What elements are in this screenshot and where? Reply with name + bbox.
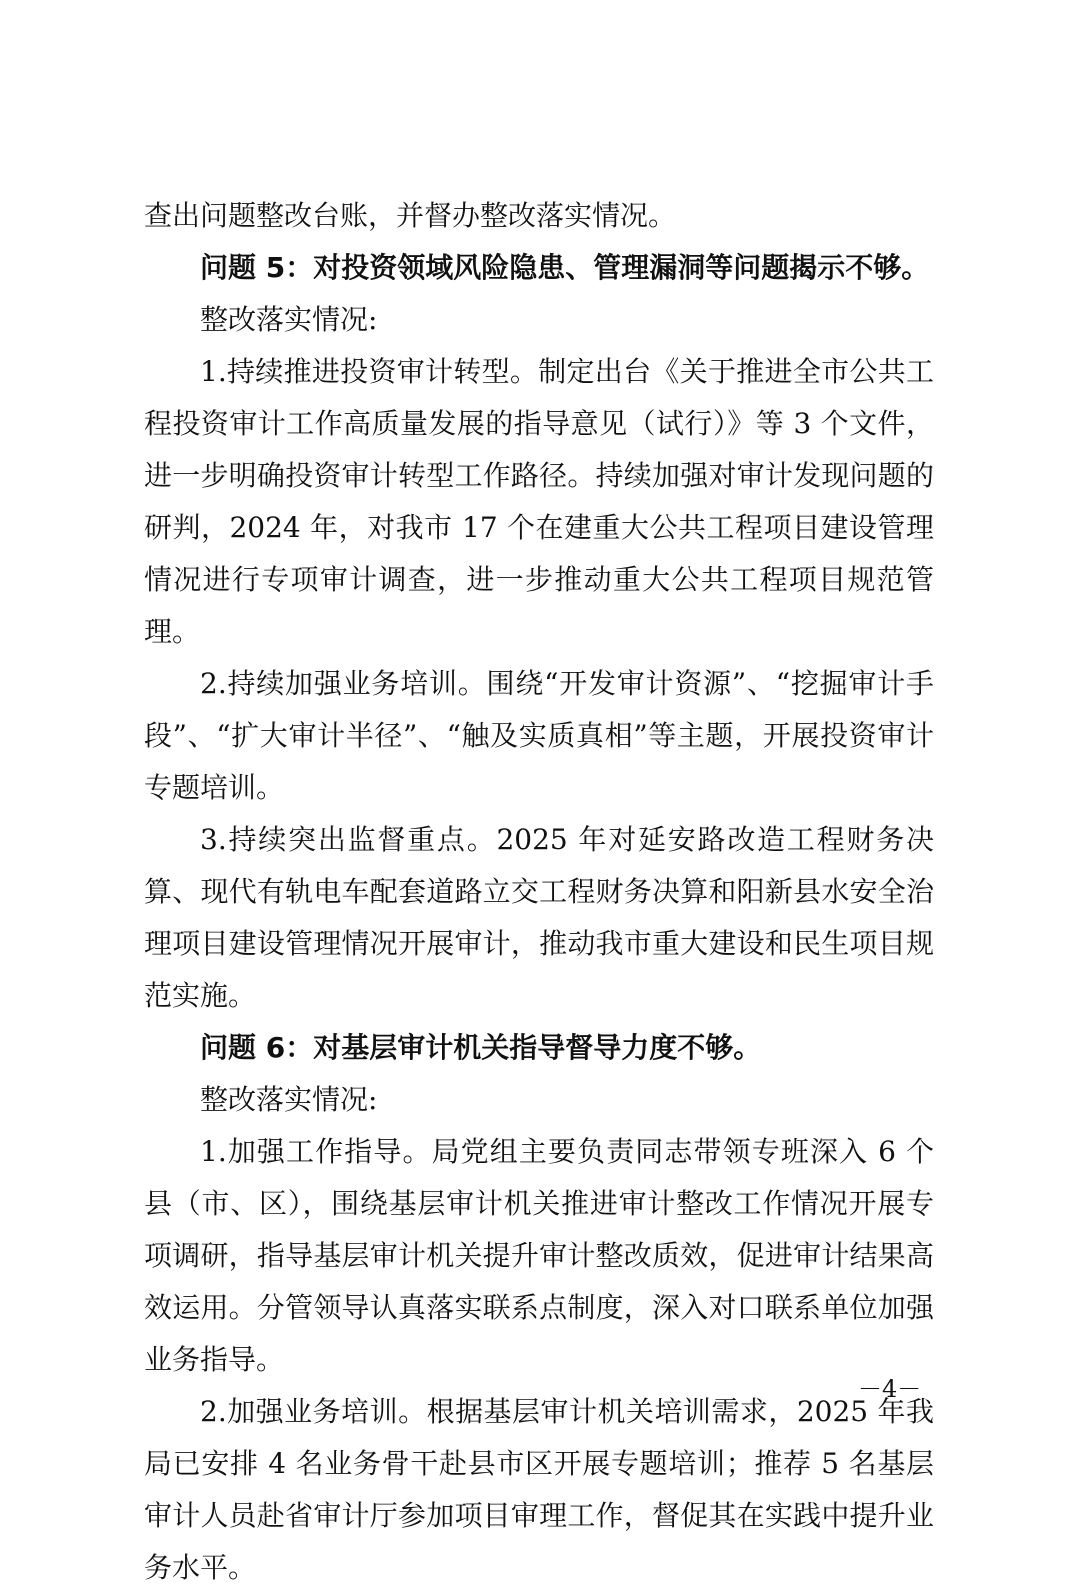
- rectification-label: 整改落实情况:: [200, 303, 378, 336]
- paragraph: 2.持续加强业务培训。围绕“开发审计资源”、“挖掘审计手段”、“扩大审计半径”、“触及实质真相”等主题，开展投资审计专题培训。: [144, 667, 934, 804]
- document-body: [144, 190, 934, 1594]
- paragraph: 查出问题整改台账，并督办整改落实情况。: [144, 199, 677, 232]
- rectification-label: 整改落实情况:: [200, 1083, 378, 1116]
- problem-6-heading: 问题 6：对基层审计机关指导督导力度不够。: [200, 1031, 762, 1064]
- paragraph: 1.加强工作指导。局党组主要负责同志带领专班深入 6 个县（市、区），围绕基层审计机关推进审计整改工作情况开展专项调研，指导基层审计机关提升审计整改质效，促进审计结果高效运用。分管领导认真落实联系点制度，深入对口联系单位加强业务指导。: [144, 1135, 934, 1376]
- paragraph: 3.持续突出监督重点。2025 年对延安路改造工程财务决算、现代有轨电车配套道路立交工程财务决算和阳新县水安全治理项目建设管理情况开展审计，推动我市重大建设和民生项目规范实施。: [144, 823, 934, 1012]
- paragraph: 2.加强业务培训。根据基层审计机关培训需求，2025 年我局已安排 4 名业务骨干赴县市区开展专题培训；推荐 5 名基层审计人员赴省审计厅参加项目审理工作，督促其在实践中提升业务水平。: [144, 1395, 934, 1584]
- page-number: －4－: [858, 1375, 922, 1403]
- problem-5-heading: 问题 5：对投资领域风险隐患、管理漏洞等问题揭示不够。: [200, 251, 930, 284]
- paragraph: 1.持续推进投资审计转型。制定出台《关于推进全市公共工程投资审计工作高质量发展的指导意见（试行）》等 3 个文件，进一步明确投资审计转型工作路径。持续加强对审计发现问题的研判，2024 年，对我市 17 个在建重大公共工程项目建设管理情况进行专项审计调查，进一步推动重大公共工程项目规范管理。: [144, 355, 934, 648]
